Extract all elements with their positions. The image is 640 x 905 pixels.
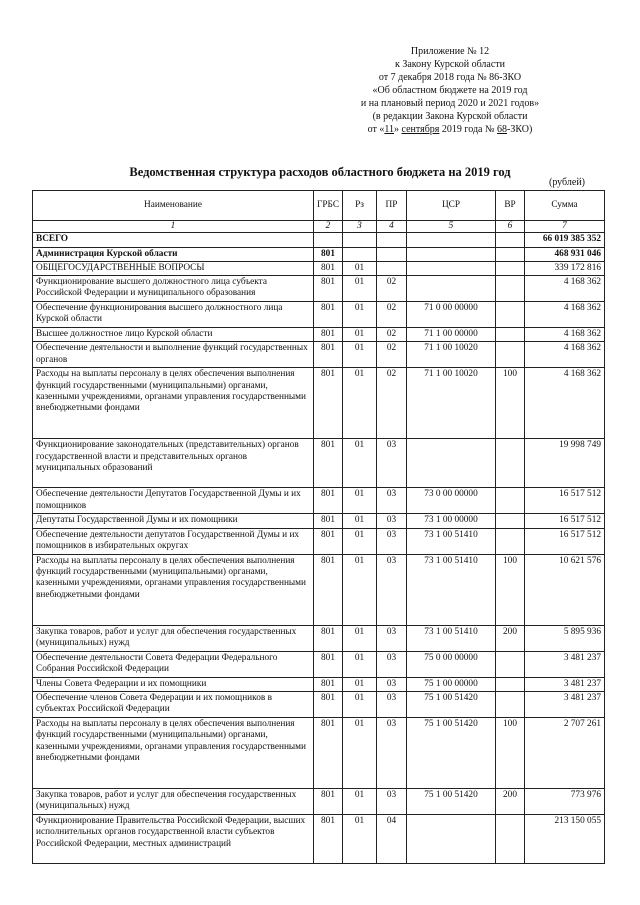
row-csr: 75 1 00 51420	[407, 789, 496, 815]
row-vr	[496, 677, 525, 691]
row-grbs: 801	[314, 651, 343, 677]
row-grbs: 801	[314, 488, 343, 514]
row-name: ВСЕГО	[33, 233, 314, 247]
row-vr	[496, 651, 525, 677]
table-row	[33, 625, 605, 651]
col-header-rz: Рз	[343, 191, 377, 221]
row-rz: 01	[343, 789, 377, 815]
row-grbs: 801	[314, 276, 343, 302]
row-vr: 200	[496, 789, 525, 815]
row-name: Депутаты Государственной Думы и их помощники	[33, 514, 314, 528]
expenditure-table	[32, 190, 605, 864]
row-sum: 773 976	[525, 789, 605, 815]
col-index: 1	[33, 221, 314, 233]
row-pr: 03	[377, 718, 407, 789]
row-csr: 73 1 00 51410	[407, 625, 496, 651]
row-grbs: 801	[314, 789, 343, 815]
row-grbs: 801	[314, 342, 343, 368]
row-rz: 01	[343, 692, 377, 718]
row-rz: 01	[343, 488, 377, 514]
row-name: Обеспечение деятельности депутатов Государственной Думы и их помощников в избирательных округах	[33, 528, 314, 554]
header-line-3: от 7 декабря 2018 года № 86-ЗКО	[378, 72, 522, 83]
row-name: Расходы на выплаты персоналу в целях обеспечения выполнения функций государственными (муниципальными) органами, казенными учреждениями, органами управления государственными внебюджетными фондами	[33, 718, 314, 789]
row-sum: 3 481 237	[525, 651, 605, 677]
row-grbs: 801	[314, 247, 343, 261]
row-pr: 03	[377, 789, 407, 815]
table-row	[33, 261, 605, 275]
row-csr: 71 1 00 00000	[407, 328, 496, 342]
row-grbs: 801	[314, 439, 343, 488]
column-index-row	[33, 221, 605, 233]
col-header-grbs: ГРБС	[314, 191, 343, 221]
col-index: 7	[525, 221, 605, 233]
row-sum: 3 481 237	[525, 677, 605, 691]
row-rz: 01	[343, 625, 377, 651]
col-index: 2	[314, 221, 343, 233]
row-rz	[343, 233, 377, 247]
row-pr	[377, 247, 407, 261]
row-pr: 03	[377, 554, 407, 625]
row-rz	[343, 247, 377, 261]
row-pr: 02	[377, 328, 407, 342]
row-csr: 73 1 00 00000	[407, 514, 496, 528]
row-grbs: 801	[314, 718, 343, 789]
row-sum: 10 621 576	[525, 554, 605, 625]
row-vr	[496, 439, 525, 488]
row-csr: 75 1 00 51420	[407, 692, 496, 718]
row-csr	[407, 247, 496, 261]
col-header-name: Наименование	[33, 191, 314, 221]
row-sum: 4 168 362	[525, 302, 605, 328]
table-row	[33, 368, 605, 439]
row-vr	[496, 815, 525, 864]
row-sum: 468 931 046	[525, 247, 605, 261]
row-vr	[496, 261, 525, 275]
table-row	[33, 528, 605, 554]
row-rz: 01	[343, 514, 377, 528]
row-csr: 75 1 00 51420	[407, 718, 496, 789]
row-csr: 73 1 00 51410	[407, 528, 496, 554]
row-vr	[496, 247, 525, 261]
row-sum: 2 707 261	[525, 718, 605, 789]
row-pr: 02	[377, 302, 407, 328]
document-title: Ведомственная структура расходов областного бюджета на 2019 год	[129, 165, 511, 179]
row-sum: 4 168 362	[525, 368, 605, 439]
table-row	[33, 718, 605, 789]
row-name: ОБЩЕГОСУДАРСТВЕННЫЕ ВОПРОСЫ	[33, 261, 314, 275]
row-grbs: 801	[314, 815, 343, 864]
row-grbs: 801	[314, 692, 343, 718]
row-vr	[496, 488, 525, 514]
header-line-1: Приложение № 12	[410, 46, 490, 57]
row-csr	[407, 261, 496, 275]
row-name: Обеспечение деятельности Совета Федерации Федерального Собрания Российской Федерации	[33, 651, 314, 677]
table-row	[33, 439, 605, 488]
row-grbs: 801	[314, 677, 343, 691]
table-row	[33, 815, 605, 864]
row-rz: 01	[343, 276, 377, 302]
table-row	[33, 302, 605, 328]
row-sum: 4 168 362	[525, 276, 605, 302]
row-name: Высшее должностное лицо Курской области	[33, 328, 314, 342]
row-csr: 73 1 00 51410	[407, 554, 496, 625]
row-grbs: 801	[314, 328, 343, 342]
row-csr: 73 0 00 00000	[407, 488, 496, 514]
col-header-csr: ЦСР	[407, 191, 496, 221]
row-vr	[496, 342, 525, 368]
row-pr: 03	[377, 439, 407, 488]
row-vr: 200	[496, 625, 525, 651]
row-pr: 03	[377, 625, 407, 651]
row-grbs: 801	[314, 625, 343, 651]
table-row	[33, 692, 605, 718]
row-name: Функционирование законодательных (представительных) органов государственной власти и представительных органов муниципальных образований	[33, 439, 314, 488]
table-row	[33, 342, 605, 368]
row-name: Закупка товаров, работ и услуг для обеспечения государственных (муниципальных) нужд	[33, 789, 314, 815]
row-name: Обеспечение членов Совета Федерации и их помощников в субъектах Российской Федерации	[33, 692, 314, 718]
row-csr	[407, 276, 496, 302]
row-rz: 01	[343, 554, 377, 625]
row-csr	[407, 815, 496, 864]
row-name: Функционирование Правительства Российской Федерации, высших исполнительных органов государственной власти субъектов Российской Федерации, местных администраций	[33, 815, 314, 864]
row-pr: 03	[377, 651, 407, 677]
col-index: 6	[496, 221, 525, 233]
header-line-4: «Об областном бюджете на 2019 год	[372, 85, 528, 96]
row-pr: 03	[377, 488, 407, 514]
row-rz: 01	[343, 261, 377, 275]
row-name: Расходы на выплаты персоналу в целях обеспечения выполнения функций государственными (муниципальными) органами, казенными учреждениями, органами управления государственными внебюджетными фондами	[33, 368, 314, 439]
row-sum: 339 172 816	[525, 261, 605, 275]
row-grbs	[314, 233, 343, 247]
row-vr: 100	[496, 554, 525, 625]
row-name: Обеспечение деятельности и выполнение функций государственных органов	[33, 342, 314, 368]
col-index: 5	[407, 221, 496, 233]
row-sum: 66 019 385 352	[525, 233, 605, 247]
row-sum: 4 168 362	[525, 328, 605, 342]
table-header-row	[33, 191, 605, 221]
table-row	[33, 514, 605, 528]
row-sum: 16 517 512	[525, 514, 605, 528]
row-vr	[496, 276, 525, 302]
row-grbs: 801	[314, 528, 343, 554]
row-pr: 02	[377, 276, 407, 302]
row-pr: 03	[377, 692, 407, 718]
row-vr	[496, 692, 525, 718]
row-grbs: 801	[314, 514, 343, 528]
row-rz: 01	[343, 651, 377, 677]
row-sum: 16 517 512	[525, 488, 605, 514]
row-pr	[377, 261, 407, 275]
table-row	[33, 554, 605, 625]
table-row	[33, 651, 605, 677]
row-rz: 01	[343, 342, 377, 368]
table-row	[33, 328, 605, 342]
row-vr	[496, 302, 525, 328]
table-row	[33, 233, 605, 247]
header-line-6: (в редакции Закона Курской области	[372, 111, 528, 122]
row-name: Члены Совета Федерации и их помощники	[33, 677, 314, 691]
row-pr: 02	[377, 342, 407, 368]
row-name: Администрация Курской области	[33, 247, 314, 261]
row-rz: 01	[343, 677, 377, 691]
row-vr: 100	[496, 718, 525, 789]
row-name: Расходы на выплаты персоналу в целях обеспечения выполнения функций государственными (муниципальными) органами, казенными учреждениями, органами управления государственными внебюджетными фондами	[33, 554, 314, 625]
row-pr: 04	[377, 815, 407, 864]
row-pr: 03	[377, 514, 407, 528]
row-rz: 01	[343, 439, 377, 488]
row-sum: 19 998 749	[525, 439, 605, 488]
header-line-2: к Закону Курской области	[395, 59, 505, 70]
row-grbs: 801	[314, 302, 343, 328]
row-rz: 01	[343, 328, 377, 342]
row-rz: 01	[343, 528, 377, 554]
row-sum: 213 150 055	[525, 815, 605, 864]
row-vr	[496, 233, 525, 247]
row-pr: 02	[377, 368, 407, 439]
row-csr: 71 1 00 10020	[407, 368, 496, 439]
table-row	[33, 789, 605, 815]
appendix-header	[300, 45, 600, 136]
row-name: Функционирование высшего должностного лица субъекта Российской Федерации и муниципального образования	[33, 276, 314, 302]
row-csr	[407, 439, 496, 488]
col-header-pr: ПР	[377, 191, 407, 221]
table-row	[33, 488, 605, 514]
table-row	[33, 247, 605, 261]
header-line-5: и на плановый период 2020 и 2021 годов»	[360, 98, 540, 109]
table-row	[33, 276, 605, 302]
row-grbs: 801	[314, 261, 343, 275]
row-sum: 16 517 512	[525, 528, 605, 554]
header-line-7: от «11» сентября 2019 года № 68-ЗКО)	[367, 124, 533, 135]
row-pr: 03	[377, 528, 407, 554]
row-grbs: 801	[314, 368, 343, 439]
row-vr	[496, 528, 525, 554]
row-sum: 3 481 237	[525, 692, 605, 718]
row-rz: 01	[343, 302, 377, 328]
row-grbs: 801	[314, 554, 343, 625]
row-csr: 75 1 00 00000	[407, 677, 496, 691]
row-csr: 75 0 00 00000	[407, 651, 496, 677]
row-sum: 4 168 362	[525, 342, 605, 368]
units-label: (рублей)	[548, 177, 585, 188]
col-index: 4	[377, 221, 407, 233]
row-pr	[377, 233, 407, 247]
row-name: Обеспечение функционирования высшего должностного лица Курской области	[33, 302, 314, 328]
row-vr: 100	[496, 368, 525, 439]
col-header-sum: Сумма	[525, 191, 605, 221]
row-sum: 5 895 936	[525, 625, 605, 651]
row-name: Обеспечение деятельности Депутатов Государственной Думы и их помощников	[33, 488, 314, 514]
row-csr: 71 0 00 00000	[407, 302, 496, 328]
row-csr	[407, 233, 496, 247]
row-rz: 01	[343, 815, 377, 864]
row-rz: 01	[343, 718, 377, 789]
row-vr	[496, 514, 525, 528]
row-rz: 01	[343, 368, 377, 439]
col-header-vr: ВР	[496, 191, 525, 221]
row-pr: 03	[377, 677, 407, 691]
row-name: Закупка товаров, работ и услуг для обеспечения государственных (муниципальных) нужд	[33, 625, 314, 651]
row-csr: 71 1 00 10020	[407, 342, 496, 368]
row-vr	[496, 328, 525, 342]
col-index: 3	[343, 221, 377, 233]
table-row	[33, 677, 605, 691]
